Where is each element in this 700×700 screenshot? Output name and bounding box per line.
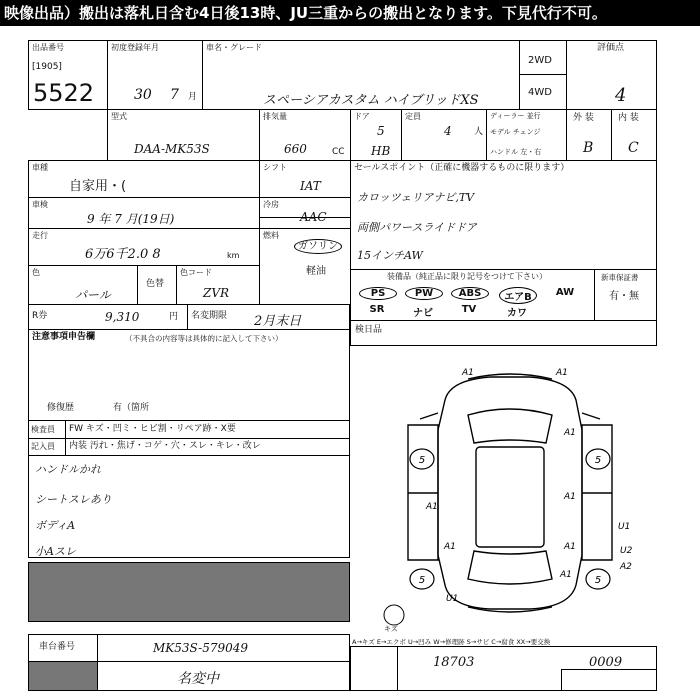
sales-label: セールスポイント（正確に機器するものに限ります） bbox=[354, 163, 570, 173]
equip-navi: ナビ bbox=[413, 308, 433, 319]
repair-value: 有（箇所 bbox=[113, 403, 150, 413]
recycle-unit: 円 bbox=[169, 312, 179, 322]
dealer-cell bbox=[486, 109, 567, 161]
color-code-value: ZVR bbox=[203, 286, 230, 300]
frame-value: MK53S-579049 bbox=[153, 641, 249, 655]
capacity-cell bbox=[401, 109, 487, 161]
fuel-diesel: 軽油 bbox=[306, 266, 326, 277]
damage-legend: A→キズ E→エクボ U→凹み W→修理跡 S→サビ C→腐食 XX→要交換 bbox=[352, 638, 551, 646]
registration-cell bbox=[28, 661, 350, 691]
car-name-value: スペーシアカスタム ハイブリッドXS bbox=[263, 93, 479, 108]
recycle-label: R券 bbox=[32, 311, 48, 321]
mark-12: U1 bbox=[446, 594, 459, 604]
recorded-extra: 0009 bbox=[589, 655, 623, 670]
model-label: 型式 bbox=[111, 112, 127, 121]
inspector-cell bbox=[28, 420, 350, 456]
inspection-label: 車検 bbox=[32, 200, 48, 209]
record-label-box bbox=[29, 438, 66, 456]
remark-3: ボディA bbox=[35, 519, 76, 532]
registration-label-box bbox=[29, 662, 98, 690]
displacement-label: 排気量 bbox=[263, 112, 287, 121]
sales-point-1: カロッツェリアナビ,TV bbox=[357, 191, 475, 204]
frame-label-box bbox=[29, 635, 98, 661]
warranty-label: 新車保証書 bbox=[601, 273, 639, 282]
notes-hint: （不具合の内容等は具体的に記入して下さい） bbox=[125, 334, 283, 343]
mark-9: U2 bbox=[620, 546, 633, 556]
dealer-label: ディーラー 並行 bbox=[490, 112, 541, 120]
first-reg-label: 初度登録年月 bbox=[111, 43, 159, 52]
sales-cell bbox=[350, 160, 657, 270]
door-cell bbox=[350, 109, 402, 161]
inspection-cell bbox=[28, 197, 260, 229]
inspector-label-box bbox=[29, 421, 66, 439]
ac-cell bbox=[259, 197, 351, 229]
usage-cell bbox=[28, 160, 260, 198]
roof-panel bbox=[476, 447, 544, 547]
color-code-label: 色コード bbox=[180, 268, 212, 277]
auction-sheet bbox=[0, 26, 700, 700]
mark-7: A1 bbox=[426, 502, 438, 512]
mark-11: A1 bbox=[560, 570, 572, 580]
equip-sr: SR bbox=[369, 304, 385, 315]
recorded-cell bbox=[350, 646, 657, 691]
equip-abs: ABS bbox=[451, 287, 489, 300]
displacement-cell bbox=[259, 109, 351, 161]
notes-label: 注意事項申告欄 bbox=[32, 332, 96, 342]
mark-3: A1 bbox=[564, 428, 576, 438]
warranty-value: 有・無 bbox=[609, 291, 639, 302]
interior-cell bbox=[611, 109, 657, 161]
mileage-label: 走行 bbox=[32, 231, 48, 240]
damage-diagram bbox=[350, 345, 657, 635]
registration-value: 名変中 bbox=[177, 671, 219, 687]
recorded-subbox bbox=[561, 669, 657, 691]
equip-ps: PS bbox=[359, 287, 397, 300]
name-change-cell bbox=[187, 304, 350, 330]
tire-mark-rl: 5 bbox=[418, 575, 426, 586]
equip-pw: PW bbox=[405, 287, 443, 300]
exterior-value: B bbox=[583, 140, 594, 156]
inspection-date-label: 検日品 bbox=[355, 325, 383, 335]
mark-6: A1 bbox=[564, 542, 576, 552]
color-change-label: 色替 bbox=[146, 279, 165, 289]
equip-aw: AW bbox=[555, 287, 575, 298]
right-mirror bbox=[582, 413, 600, 419]
rear-windshield bbox=[468, 551, 552, 584]
inspection-date-cell bbox=[350, 320, 657, 346]
redacted-block bbox=[28, 562, 350, 622]
banner: 映像出品）搬出は落札日含む4日後13時、JU三重からの搬出となります。下見代行不可。 bbox=[0, 0, 700, 26]
door-value: 5 bbox=[377, 124, 385, 138]
first-reg-year: 30 bbox=[134, 87, 152, 103]
ac-label: 冷房 bbox=[263, 200, 279, 209]
equipment-cell bbox=[350, 269, 595, 321]
model-cell bbox=[107, 109, 260, 161]
capacity-unit: 人 bbox=[474, 127, 484, 137]
car-name-label: 車名・グレード bbox=[206, 43, 262, 52]
score-label: 評価点 bbox=[597, 43, 625, 53]
name-change-value: 2月末日 bbox=[254, 314, 302, 329]
inspector-divider bbox=[65, 438, 350, 439]
remark-2: シートスレあり bbox=[35, 493, 112, 506]
score-value: 4 bbox=[615, 85, 627, 106]
recorded-label-box bbox=[351, 647, 398, 690]
ac-value: AAC bbox=[300, 210, 327, 224]
mark-10: A2 bbox=[620, 562, 632, 572]
shift-label: シフト bbox=[263, 163, 287, 172]
recycle-cell bbox=[28, 304, 188, 330]
equip-tv: TV bbox=[461, 304, 477, 315]
record-row: 内装 汚れ・焦げ・コゲ・穴・スレ・キレ・改レ bbox=[69, 441, 261, 451]
capacity-value: 4 bbox=[444, 124, 452, 138]
capacity-label: 定員 bbox=[405, 112, 421, 121]
exterior-cell bbox=[566, 109, 612, 161]
lot-label: 出品番号 bbox=[32, 43, 64, 52]
interior-label: 内 装 bbox=[618, 113, 639, 123]
equipment-label: 装備品（純正品に限り記号をつけて下さい） bbox=[387, 272, 547, 281]
lot-cell bbox=[28, 40, 108, 110]
month-suffix: 月 bbox=[188, 92, 198, 102]
color-change-cell bbox=[137, 265, 177, 305]
notes-cell bbox=[28, 329, 350, 421]
model-value: DAA-MK53S bbox=[134, 142, 210, 156]
inspector-label: 検査員 bbox=[31, 425, 55, 434]
mark-8: U1 bbox=[618, 522, 631, 532]
shift-value: IAT bbox=[300, 179, 321, 193]
fuel-label: 燃料 bbox=[263, 231, 279, 240]
tire-mark-rr: 5 bbox=[594, 575, 602, 586]
ring-label: キズ bbox=[384, 625, 398, 633]
door-label: ドア bbox=[354, 112, 370, 121]
usage-label: 車種 bbox=[32, 163, 48, 172]
inspection-value: 9 年 7 月(19日) bbox=[87, 212, 175, 226]
mark-1: A1 bbox=[462, 368, 474, 378]
equip-airbag: エアB bbox=[499, 287, 537, 304]
displacement-unit: CC bbox=[332, 147, 345, 157]
color-code-cell bbox=[176, 265, 260, 305]
remark-1: ハンドルかれ bbox=[35, 463, 101, 476]
drive-4wd: 4WD bbox=[528, 87, 552, 98]
tire-mark-fr: 5 bbox=[594, 455, 602, 466]
warranty-cell bbox=[594, 269, 657, 321]
displacement-value: 660 bbox=[284, 142, 307, 156]
recorded-mileage: 18703 bbox=[433, 655, 475, 670]
interior-value: C bbox=[628, 140, 639, 156]
left-mirror bbox=[420, 413, 438, 419]
frame-label: 車台番号 bbox=[39, 642, 76, 652]
color-value: パール bbox=[75, 288, 111, 302]
mark-4: A1 bbox=[564, 492, 576, 502]
sales-point-2: 両側パワースライドドア bbox=[357, 221, 477, 234]
usage-value: 自家用・( bbox=[69, 179, 127, 194]
sales-point-3: 15インチAW bbox=[357, 249, 423, 262]
fuel-cell bbox=[259, 228, 351, 305]
name-change-label: 名変期限 bbox=[191, 311, 228, 321]
color-label: 色 bbox=[32, 268, 40, 277]
exterior-label: 外 装 bbox=[573, 113, 594, 123]
lot-code: [1905] bbox=[32, 62, 62, 72]
ring-mark bbox=[384, 605, 404, 625]
lot-number: 5522 bbox=[33, 79, 95, 107]
body-value: HB bbox=[371, 144, 391, 158]
tire-mark-fl: 5 bbox=[418, 455, 426, 466]
drive-4wd-cell bbox=[519, 74, 567, 110]
remarks-cell bbox=[28, 455, 350, 558]
color-cell bbox=[28, 265, 138, 305]
first-reg-cell bbox=[107, 40, 203, 110]
drive-2wd: 2WD bbox=[528, 55, 552, 66]
drive-2wd-cell bbox=[519, 40, 567, 75]
car-name-cell bbox=[202, 40, 520, 110]
inspector-row: FW キズ・凹ミ・ヒビ割・リペア跡・X要 bbox=[69, 424, 236, 434]
mark-2: A1 bbox=[556, 368, 568, 378]
repair-label: 修復歴 bbox=[47, 403, 75, 413]
remark-4: 小Aスレ bbox=[35, 545, 76, 558]
score-cell bbox=[566, 40, 657, 110]
mileage-unit: km bbox=[227, 251, 240, 260]
fuel-gas: ガソリン bbox=[294, 239, 342, 254]
mileage-cell bbox=[28, 228, 260, 266]
mileage-value: 6万6千2.0 8 bbox=[85, 247, 161, 262]
record-label: 記入員 bbox=[31, 442, 55, 451]
recycle-value: 9,310 bbox=[105, 310, 140, 324]
equip-leather: カワ bbox=[507, 308, 527, 319]
handle-label: ハンドル 左・右 bbox=[490, 148, 542, 156]
front-windshield bbox=[468, 409, 552, 443]
first-reg-month: 7 bbox=[170, 87, 179, 103]
frame-cell bbox=[28, 634, 350, 662]
model-change-label: モデル チェンジ bbox=[490, 128, 541, 136]
mark-5: A1 bbox=[444, 542, 456, 552]
